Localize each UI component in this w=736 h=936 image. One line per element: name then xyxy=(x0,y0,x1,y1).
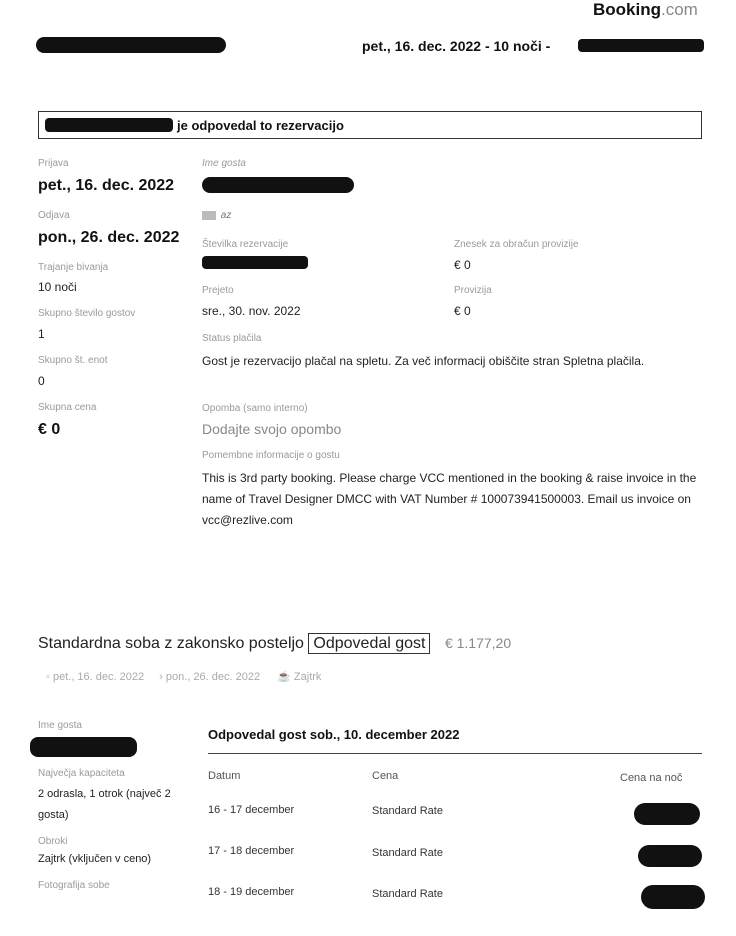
total-price-value: € 0 xyxy=(38,421,61,438)
duration-value: 10 noči xyxy=(38,280,77,294)
logo-main: Booking xyxy=(593,0,661,19)
guests-value: 1 xyxy=(38,327,45,341)
checkout-value: pon., 26. dec. 2022 xyxy=(38,229,180,246)
redacted-row-1-price xyxy=(634,803,700,825)
duration-label: Trajanje bivanja xyxy=(38,262,109,273)
room-photo-label: Fotografija sobe xyxy=(38,880,110,891)
redacted-row-3-price xyxy=(641,885,705,909)
cancellation-notice xyxy=(38,111,702,139)
payment-status-label: Status plačila xyxy=(202,333,262,344)
cancellation-text: je odpovedal to rezervacijo xyxy=(177,118,344,133)
room-date-to: pon., 26. dec. 2022 xyxy=(165,671,261,683)
col-date-header: Datum xyxy=(208,770,241,782)
units-value: 0 xyxy=(38,374,45,388)
room-meal: Zajtrk xyxy=(293,671,322,683)
received-label: Prejeto xyxy=(202,285,234,296)
redacted-row-2-price xyxy=(638,845,702,867)
header-dates: pet., 16. dec. 2022 - 10 noči - xyxy=(362,38,551,54)
row-1-date: 16 - 17 december xyxy=(208,804,295,816)
language-code: az xyxy=(220,210,232,221)
row-2-rate: Standard Rate xyxy=(372,847,443,859)
arrow-icon: › xyxy=(159,671,163,683)
units-label: Skupno št. enot xyxy=(38,355,108,366)
col-rate-header: Cena xyxy=(372,770,399,782)
checkin-value: pet., 16. dec. 2022 xyxy=(38,177,175,194)
guest-info-label: Pomembne informacije o gostu xyxy=(202,450,340,461)
checkin-label: Prijava xyxy=(38,158,69,169)
rate-table-divider xyxy=(208,753,702,754)
room-date-from: pet., 16. dec. 2022 xyxy=(52,671,145,683)
rate-table-title: Odpovedal gost sob., 10. december 2022 xyxy=(208,727,460,742)
calendar-icon: ◦ xyxy=(46,671,50,683)
commission-amount-label: Znesek za obračun provizije xyxy=(454,239,579,250)
internal-note-label: Opomba (samo interno) xyxy=(202,403,308,414)
checkout-label: Odjava xyxy=(38,210,70,221)
flag-icon xyxy=(202,211,216,220)
payment-status-value: Gost je rezervacijo plačal na spletu. Za več informacij obiščite stran Spletna plačila. xyxy=(202,354,645,368)
redacted-guest-in-notice xyxy=(45,118,173,132)
commission-label: Provizija xyxy=(454,285,492,296)
row-3-date: 18 - 19 december xyxy=(208,886,295,898)
redacted-reservation-number xyxy=(202,256,308,269)
redacted-guest-header xyxy=(578,39,704,52)
language-flag xyxy=(202,210,231,221)
meals-label: Obroki xyxy=(38,836,68,847)
logo-suffix: .com xyxy=(661,0,698,19)
total-price-label: Skupna cena xyxy=(38,402,97,413)
capacity-label: Največja kapaciteta xyxy=(38,768,125,779)
booking-logo xyxy=(593,0,698,20)
room-guest-name-label: Ime gosta xyxy=(38,720,82,731)
guest-info-value: This is 3rd party booking. Please charge VCC mentioned in the booking & raise invoice in the name of Travel Designer DMCC with VAT Number # 100073941500003. Email us invoice on vcc@rezlive.com xyxy=(202,471,697,527)
internal-note-input[interactable]: Dodajte svojo opombo xyxy=(202,421,342,437)
commission-value: € 0 xyxy=(454,304,471,318)
received-value: sre., 30. nov. 2022 xyxy=(202,304,301,318)
room-name: Standardna soba z zakonsko posteljo xyxy=(38,635,304,652)
capacity-value: 2 odrasla, 1 otrok (največ 2 gosta) xyxy=(38,788,171,821)
row-1-rate: Standard Rate xyxy=(372,805,443,817)
col-price-header: Cena na noč xyxy=(620,772,683,784)
redacted-room-guest-name xyxy=(30,737,137,757)
commission-amount-value: € 0 xyxy=(454,258,471,272)
meals-value: Zajtrk (vključen v ceno) xyxy=(38,853,152,865)
guests-label: Skupno število gostov xyxy=(38,308,136,319)
guest-name-label: Ime gosta xyxy=(202,158,246,169)
redacted-guest-name xyxy=(202,177,354,193)
redacted-property-name xyxy=(36,37,226,53)
row-2-date: 17 - 18 december xyxy=(208,845,295,857)
row-3-rate: Standard Rate xyxy=(372,888,443,900)
room-status-badge: Odpovedal gost xyxy=(308,633,430,654)
reservation-number-label: Številka rezervacije xyxy=(202,239,289,250)
room-title xyxy=(38,635,511,653)
breakfast-icon: ☕ xyxy=(277,671,291,683)
room-price: € 1.177,20 xyxy=(444,635,512,651)
room-dates xyxy=(46,670,321,683)
